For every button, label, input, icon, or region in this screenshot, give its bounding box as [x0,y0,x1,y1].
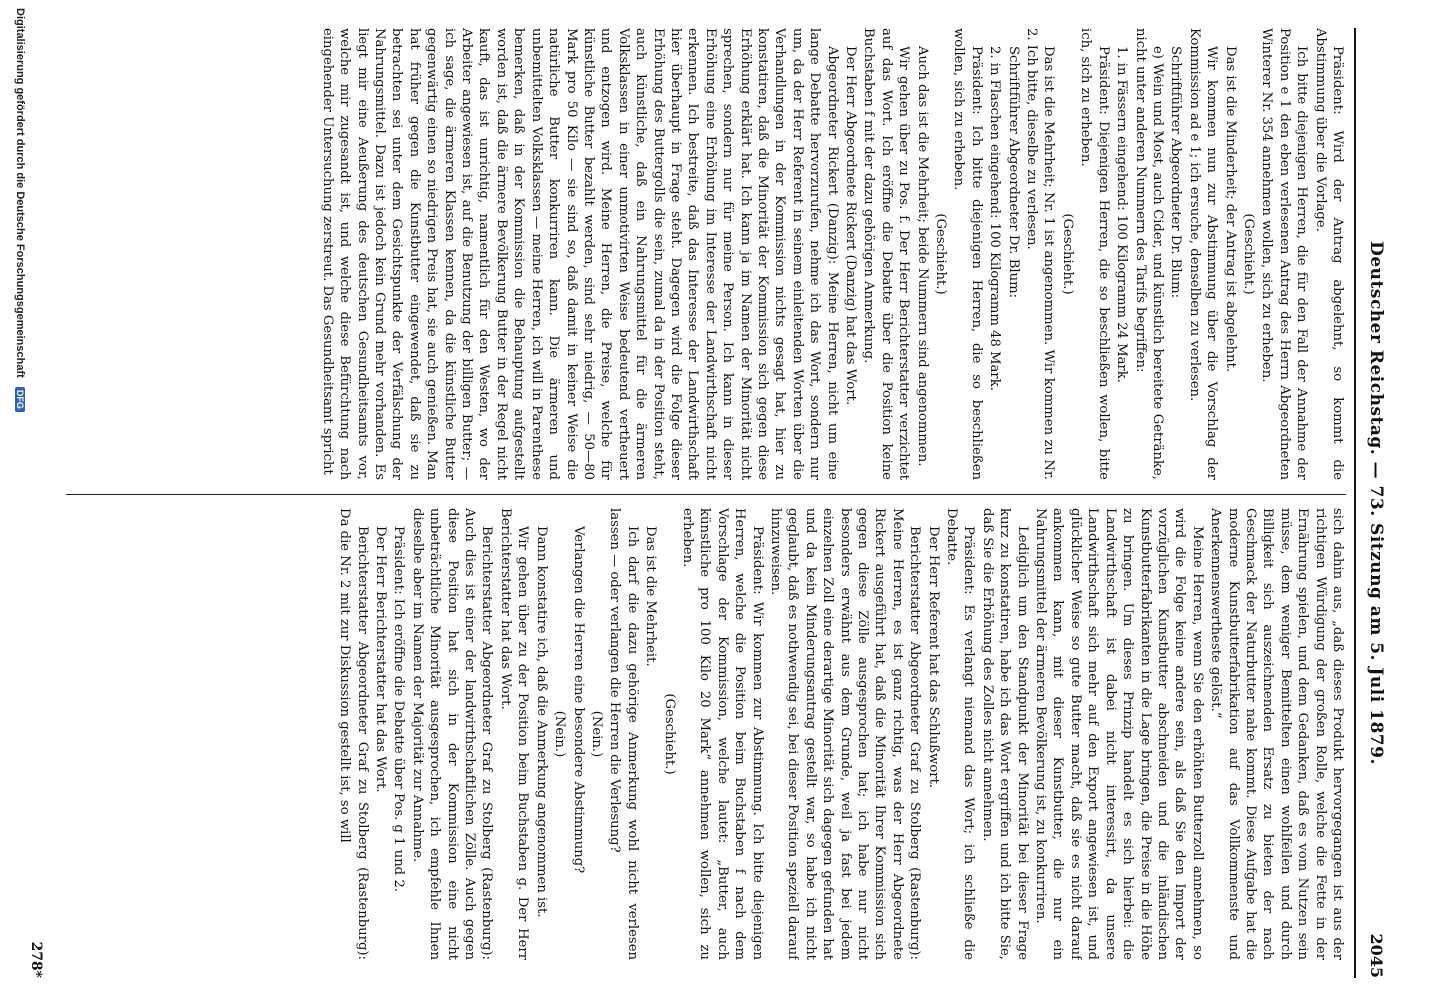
paragraph: Wir gehen über zu Pos. f. Der Herr Berichterstatter verzichtet auf das Wort. Ich eröffne die Debatte über die Position keine Buchstaben f mit der dazu gehörigen Anmerkung. [861,28,912,480]
paragraph: Lediglich um den Standpunkt der Minorität bei dieser Frage kurz zu konstatiren, habe ich das Wort ergriffen und ich bitte Sie, daß Sie die Erhöhung des Zolles nicht annehmen. [979,508,1030,960]
paragraph: Präsident: Diejenigen Herren, die so beschließen wollen, bitte ich, sich zu erheben. [1078,28,1111,480]
paragraph: (Geschieht.) [661,693,677,775]
paragraph: Der Herr Berichterstatter hat das Wort. [373,526,389,793]
paragraph: Auch das ist die Mehrheit; beide Nummern sind angenommen. [914,46,930,467]
paragraph: Präsident: Ich eröffne die Debatte über Pos. g 1 und 2. [391,526,407,892]
header-rule [1354,28,1356,978]
paragraph: (Geschieht.) [933,213,949,295]
paragraph: Meine Herren, wenn Sie den erhöhten Butterzoll annehmen, so wird die Folge keine andere sein, als daß Sie den Import der vorzüglichen Kunstbutter abschneiden und die inländischen Kunstbutterfabrikanten in die Lage bringen, die Preise in die Höhe zu bringen. Um dieses Prinzip handelt es sich hierbei: die Landwirthschaft ist dabei nicht interessirt, da unsere Landwirthschaft sich mehr auf den Export angewiesen ist, und glücklicher Weise so gute Butter macht, daß sie es nicht darauf ankommen kann, mit dieser Kunstbutter, die nur ein Nahrungsmittel der ärmeren Bevölkerung ist, zu konkurriren. [1033,508,1205,960]
paragraph: Berichterstatter Abgeordneter Graf zu Stolberg (Rastenburg): Da die Nr. 2 mit zur Diskussion gestellt ist, so will [337,508,370,960]
paragraph: Das ist die Minderheit; der Antrag ist abgelehnt. [1222,46,1238,373]
paragraph: Schriftführer Abgeordneter Dr. Blum: [1005,46,1021,299]
paragraph: Präsident: Es verlangt niemand das Wort; ich schließe die Debatte. [944,508,977,960]
paragraph: Schriftführer Abgeordneter Dr. Blum: [1168,46,1184,299]
paragraph: Dann konstatire ich, daß die Anmerkung angenommen ist. [533,526,549,918]
right-column [46,508,1346,960]
paragraph: Ich darf die dazu gehörige Anmerkung wohl nicht verlesen lassen — oder verlangen die Herren die Verlesung? [607,508,640,960]
paragraph: Berichterstatter Abgeordneter Graf zu Stolberg (Rastenburg): Auch dies ist einer der landwirthschaftlichen Zölle. Auch gegen diese Position hat sich in der Kommission eine nicht unbeträchtliche Minorität ausgesprochen, ich empfehle Ihnen dieselbe aber im Namen der Majorität zur Annahme. [409,508,495,960]
column-divider [66,494,1346,495]
paragraph: (Geschieht.) [1240,213,1256,295]
paragraph: Präsident: Ich bitte diejenigen Herren, die so beschließen wollen, sich zu erheben. [951,28,984,480]
digitization-text: Digitalisierung gefördert durch die Deutsche Forschungsgemeinschaft [14,8,26,378]
page-header [1360,28,1390,978]
paragraph: Wir gehen über zu der Position beim Buchstaben g. Der Herr Berichterstatter hat das Wort. [497,508,531,960]
paragraph: Das ist die Mehrheit; Nr. 1 ist angenommen. Wir kommen zu Nr. 2. Ich bitte, dieselbe zu verlesen. [1024,28,1057,480]
paragraph: Der Herr Abgeordnete Rickert (Danzig) hat das Wort. [843,46,859,406]
paragraph: 2. in Flaschen eingehend: 100 Kilogramm 48 Mark. [987,46,1003,391]
paragraph: (Nein.) [552,710,568,758]
paragraph: Das ist die Mehrheit. [643,526,659,667]
paragraph: (Geschieht.) [1059,213,1075,295]
paragraph: Wir kommen nun zur Abstimmung über die Vorschlag der Kommission ad e 1; ich ersuche, denselben zu verlesen. [1186,28,1220,480]
dfg-logo: DFG [15,387,25,412]
paragraph: sich dahin aus, „daß dieses Produkt hervorgegangen ist aus der richtigen Würdigung der großen Rolle, welche die Fette in der Ernährung spielen, und dem Gedanken, daß es vom Nutzen sein müsse, dem weniger Bemittelten einen wohlfeilen und durch Billigkeit sich auszeichnenden Ersatz zu bieten der nach Geschmack der Naturbutter nahe kommt. Diese Aufgabe hat die moderne Kunstbutterfabrikation auf das Vollkommenste und Anerkennenswertheste gelöst.“ [1208,508,1345,960]
paragraph: Verlangen die Herren eine besondere Abstimmung? [570,526,586,874]
page-title: Deutscher Reichstag. — 73. Sitzung am 5. Juli 1879. [1366,241,1386,765]
signature-mark: 278* [28,941,44,978]
paragraph: e) Wein und Most, auch Cider, und künstlich bereitete Getränke, nicht unter anderen Nummern des Tarifs begriffen: [1132,28,1165,480]
left-column [46,28,1346,480]
paragraph: Präsident: Wir kommen zur Abstimmung. Ich bitte diejenigen Herren, welche die Position beim Buchstaben f nach dem Vorschlage der Kommission, welche lautet: „Butter, auch künstliche pro 100 Kilo 20 Mark“ annehmen wollen, sich zu erheben. [679,508,765,960]
paragraph: Ich bitte diejenigen Herren, die für den Fall der Annahme der Position e 1 den eben verlesenen Antrag des Herrn Abgeordneten Winterer Nr. 354 annehmen wollen, sich zu erheben. [1259,28,1310,480]
page-number: 2045 [1367,933,1386,978]
paragraph: Präsident: Wird der Antrag abgelehnt, so kommt die Abstimmung über die Vorlage. [1312,28,1345,480]
paragraph: 1. in Fässern eingehend: 100 Kilogramm 24 Mark. [1114,46,1130,383]
paragraph: Der Herr Referent hat das Schlußwort. [925,526,941,789]
paragraph: Berichterstatter Abgeordneter Graf zu Stolberg (Rastenburg): Meine Herren, es ist ganz richtig, was der Herr Abgeordnete Rickert ausgeführt hat, daß die Minorität Ihrer Kommission sich gegen diese Zölle ausgesprochen hat; ich habe nur nicht besonders erwähnt aus dem Grunde, weil ja fast bei jedem einzelnen Zoll eine derartige Minorität sich dagegen gefunden hat und da kein Minderungsantrag gestellt war, so habe ich nicht geglaubt, daß es nothwendig sei, bei dieser Position speziell darauf hinzuweisen. [768,508,923,960]
paragraph: (Nein.) [588,710,604,758]
paragraph: Abgeordneter Rickert (Danzig): Meine Herren, nicht um eine lange Debatte hervorzurufen, nehme ich das Wort, sondern nur um, da der Herr Referent in seinem einleitenden Worten über die Verhandlungen in der Kommission nichts gesagt hat, hier zu konstatiren, daß die Minorität der Kommission sich gegen diese Erhöhung erklärt hat. Ich kann ja im Namen der Minorität nicht sprechen, sondern nur für meine Person. Ich kann in dieser Erhöhung eine Erhöhung im Interesse der Landwirthschaft nicht erkennen. Ich bestreite, daß das Interesse der Landwirthschaft hier überhaupt in Frage steht. Dagegen wird die Folge dieser Erhöhung des Buttergolls die sein, zumal da in der Position steht, auch künstliche, daß ein Nahrungsmittel für die ärmeren Volksklassen in einer unmotivirten Weise bedeutend vertheuert und entzogen wird. Meine Herren, die Preise, welche für künstliche Butter bezahlt werden, sind sehr niedrig, — 50—80 Mark pro 50 Kilo — sie sind so, daß damit in keiner Weise die natürliche Butter konkurriren kann. Die ärmeren und unbemittelten Volksklassen — meine Herren, ich will in Parenthese bemerken, daß in der Kommission die Behauptung aufgestellt worden ist, daß die ärmere Bevölkerung Butter in der Regel nicht kauft, das ist unrichtig, namentlich für den Westen, wo der Arbeiter angewiesen ist, auf die Benutzung der billigen Butter; — ich sage, die ärmeren Klassen kennen, da die künstliche Butter gegenwärtig einen so niedrigen Preis hat, sie auch genießen. Man hat früher gegen die Kunstbutter eingewendet, daß sie zu betrachten sei unter dem Gesichtspunkte der Verfälschung der Nahrungsmittel. Dazu ist jedoch kein Grund mehr vorhanden. Es liegt mir eine Aeußerung des deutschen Gesundheitsamts vor, welche mir zugesandt ist, und welche diese Befürchtung nach eingehender Untersuchung zerstreut. Das Gesundheitsamt spricht [319,28,840,480]
digitization-note [14,0,26,1008]
